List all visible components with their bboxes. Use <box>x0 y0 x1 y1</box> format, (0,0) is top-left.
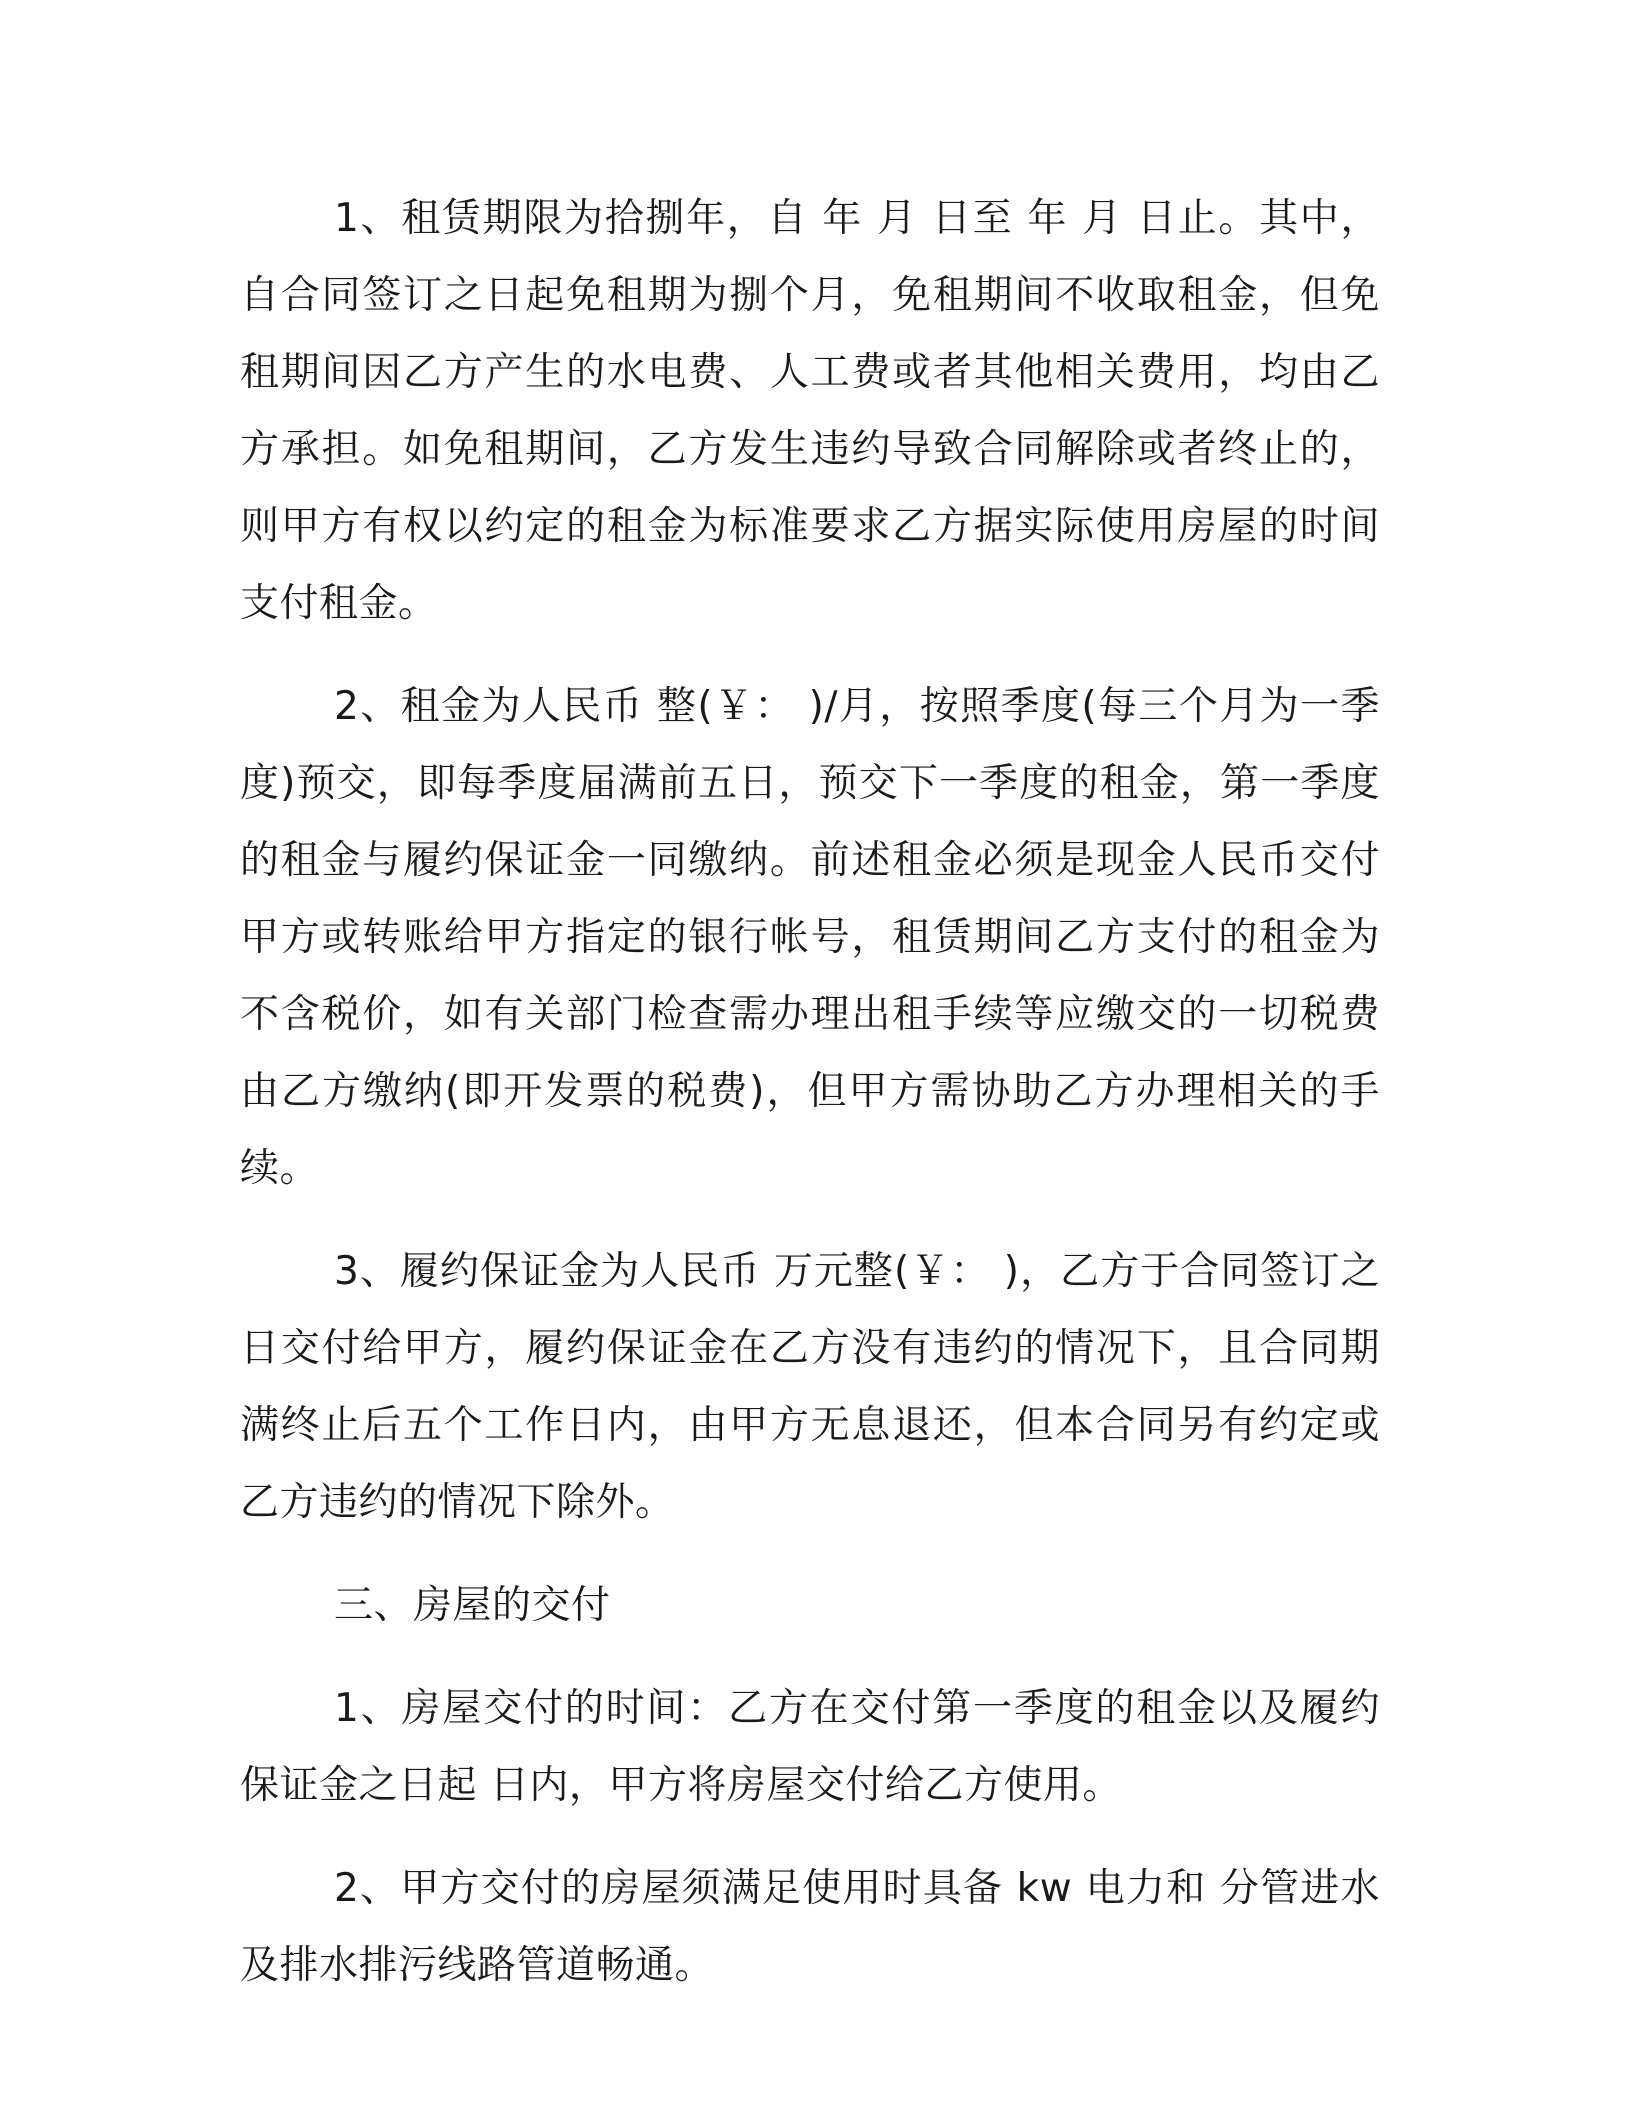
document-body <box>240 180 1380 2030</box>
section-heading-house-delivery: 三、房屋的交付 <box>334 1583 611 1628</box>
clause-rental-term: 1、租赁期限为拾捌年，自 年 月 日至 年 月 日止。其中，自合同签订之日起免租期为捌个月，免租期间不收取租金，但免租期间因乙方产生的水电费、人工费或者其他相关费用，均由乙方承担。如免租期间，乙方发生违约导致合同解除或者终止的，则甲方有权以约定的租金为标准要求乙方据实际使用房屋的时间支付租金。 <box>240 196 1380 626</box>
clause-delivery-time: 1、房屋交付的时间：乙方在交付第一季度的租金以及履约保证金之日起 日内，甲方将房屋交付给乙方使用。 <box>240 1686 1380 1808</box>
clause-delivery-conditions: 2、甲方交付的房屋须满足使用时具备 kw 电力和 分管进水及排水排污线路管道畅通。 <box>240 1866 1380 1988</box>
clause-rent-payment: 2、租金为人民币 整(￥： )/月，按照季度(每三个月为一季度)预交，即每季度届满前五日，预交下一季度的租金，第一季度的租金与履约保证金一同缴纳。前述租金必须是现金人民币交付甲方或转账给甲方指定的银行帐号，租赁期间乙方支付的租金为不含税价，如有关部门检查需办理出租手续等应缴交的一切税费由乙方缴纳(即开发票的税费)，但甲方需协助乙方办理相关的手续。 <box>240 684 1380 1191</box>
clause-performance-deposit: 3、履约保证金为人民币 万元整(￥： )，乙方于合同签订之日交付给甲方，履约保证金在乙方没有违约的情况下，且合同期满终止后五个工作日内，由甲方无息退还，但本合同另有约定或乙方违约的情况下除外。 <box>240 1249 1380 1525</box>
